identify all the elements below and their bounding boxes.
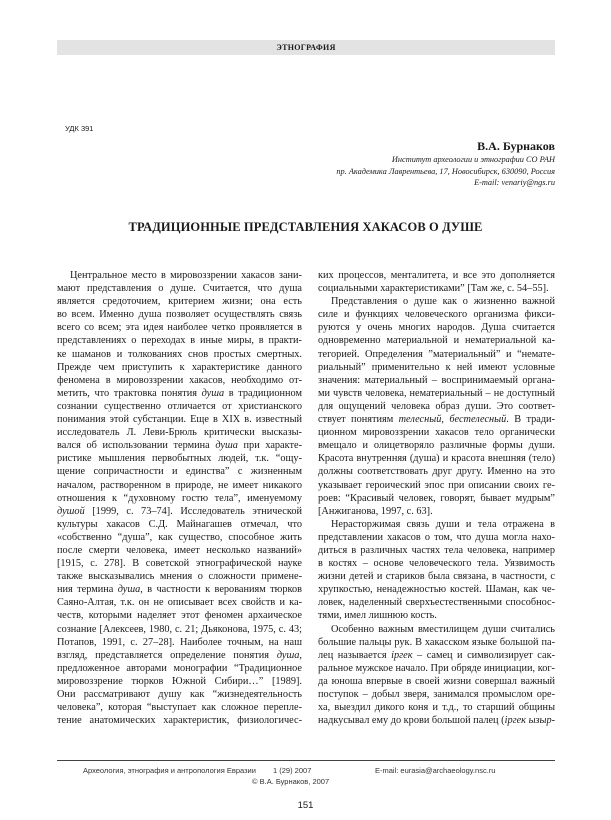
text-line: тегорией. Определения ”материальный” и “немате-: [318, 348, 555, 360]
text-line: Центральное место в мировоззрении хакасов зани-: [70, 270, 302, 281]
text-line: понимания этой субстанции. Еще в XIX в. известный: [57, 414, 302, 426]
text-line: вался об использовании термина душа при характе-: [57, 440, 302, 452]
author-address: пр. Академика Лаврентьева, 17, Новосибирск, 630090, Россия: [336, 166, 555, 176]
text-line: ционном мировоззрении хакасов тело органически: [318, 427, 555, 439]
text-line: мают представления о душе. Считается, что душа: [57, 283, 302, 295]
italic-term: іргек: [391, 649, 413, 661]
section-header: [57, 40, 555, 55]
text-line: культуры хакасов С.Д. Майнагашев отмечал, что: [57, 518, 302, 530]
text-line: вмещало и олицетворяло различные формы души.: [318, 440, 555, 452]
text-line: всего со всем; эта идея наиболее четко проявляется в: [57, 322, 302, 334]
text-line: руются у очень многих народов. Душа считается: [318, 322, 555, 334]
text-line: ловек, наделенный сверхъестественными способнос-: [318, 597, 555, 609]
text-line: роев: “Красивый человек, говорят, бывает мудрым”: [318, 492, 555, 504]
text-line: ствует понятиям телесный, бестелесный. В тради-: [318, 414, 555, 426]
footer-journal: Археология, этнография и антропология Евразии: [83, 766, 256, 775]
text-line: одновременно материальной и нематериальной ка-: [318, 335, 555, 347]
text-line: в костях – основе человеческого тела. Уязвимость: [318, 558, 555, 570]
text-line: метить, что трактовка понятия душа в традиционном: [57, 387, 302, 399]
text-line: значения: материальный – воспринимаемый органа-: [318, 374, 555, 386]
text-line: диться в различных частях тела человека, например: [318, 544, 555, 556]
italic-term: душой: [57, 505, 85, 517]
text-line: феномена в мировоззрении хакасов, необходимо от-: [57, 374, 302, 386]
text-line: ке шаманов и толкованиях снов простых смертных.: [57, 348, 302, 360]
text-line: щение сопричастности и единства” с жизненным: [57, 466, 302, 478]
text-line: должны соответствовать друг другу. Именно на это: [318, 466, 555, 478]
text-line: Они рассматривают душу как “жизнедеятельность: [57, 689, 302, 700]
text-line: представлении хакасов о том, что душа могла нахо-: [318, 531, 555, 543]
text-line: честв, которыми наделяет этот феномен архаическое: [57, 610, 302, 622]
text-line: после смерти человека, имеет несколько названий»: [57, 544, 302, 556]
italic-term: душа: [276, 649, 300, 661]
text-line: [1915, с. 278]. В советской этнографической науке: [57, 558, 302, 570]
footer-divider: [57, 760, 555, 761]
text-line: указывает героический эпос при описании своих ге-: [318, 479, 555, 491]
udk-code: УДК 391: [65, 124, 94, 133]
text-line: ких процессов, менталитета, и все это дополняется: [318, 270, 555, 281]
text-line: представлениях о переходах в иные миры, в практи-: [57, 335, 302, 347]
text-line: началом, растворенном в природе, не имеет никакого: [57, 479, 302, 491]
text-line: мировоззрение тюрков Южной Сибири…” [1989].: [57, 675, 302, 687]
text-line: ми чувств человека, нематериальный – не доступный: [318, 387, 555, 399]
author-email: E-mail: venariy@ngs.ru: [474, 178, 555, 187]
italic-term: душа: [201, 387, 225, 399]
italic-term: іргек ызыр-: [504, 715, 556, 727]
text-line: тение анатомических характеристик, физиологичес-: [57, 715, 302, 727]
text-line: человека”, которая “выступает как сложное перепле-: [57, 702, 302, 714]
author-institute: Институт археологии и этнографии СО РАН: [391, 155, 555, 164]
text-line: [Анжиганова, 1997, с. 63].: [318, 505, 433, 517]
text-line: силе и функциях человеческого организма фикси-: [318, 309, 555, 321]
section-title: ЭТНОГРАФИЯ: [276, 43, 336, 52]
italic-term: душа: [215, 440, 238, 452]
text-line: Потапов, 1991, с. 27–28]. Наиболее точным, на наш: [57, 636, 302, 648]
text-line: во всем. Именно душа позволяет осуществлять связь: [57, 309, 302, 321]
text-line: отношения к “духовному гостю тела”, именуемому: [57, 492, 302, 504]
text-line: ристике мышления первобытных людей, т.к. “ощу-: [57, 453, 302, 465]
text-line: сознание [Алексеев, 1980, с. 21; Дьяконова, 1975, с. 43;: [57, 623, 302, 635]
italic-term: телесный: [398, 414, 442, 426]
text-column-left: [57, 269, 302, 727]
text-line: хрупкостью, ненадежностью костей. Шаман, как че-: [318, 584, 555, 596]
text-line: также высказывались мнения о сложности примене-: [57, 571, 302, 583]
text-line: тями, имел лишнюю кость.: [318, 610, 437, 622]
text-line: душой [1999, с. 73–74]. Исследователь этнической: [57, 505, 302, 517]
text-line: риальный” применительно к ней имеют условные: [318, 361, 555, 373]
text-line: Саяно-Алтая, т.к. он не описывает всех свойств и ка-: [57, 597, 302, 609]
italic-term: бестелесный: [449, 414, 507, 426]
footer-email: E-mail: eurasia@archaeology.nsc.ru: [375, 766, 496, 775]
text-line: Представления о душе как о жизненно важной: [331, 296, 555, 308]
text-line: надкусывал ему до крови большой палец (іргек ызыр-: [318, 715, 556, 727]
text-line: «собственно “душа”, как существо, способное жить: [57, 531, 302, 543]
text-line: Нерасторжимая связь души и тела отражена в: [331, 518, 555, 530]
text-line: Красота внутренняя (душа) и красота внешняя (тело): [318, 453, 555, 465]
text-line: для ощущений человека образ души. Это соответ-: [318, 400, 555, 412]
text-line: социальными характеристиками” [Там же, с. 54–55].: [318, 283, 549, 295]
text-line: ральное мужское начало. При обряде инициации, ког-: [318, 662, 555, 674]
text-line: является средоточием, критерием жизни; она есть: [57, 296, 302, 308]
text-line: исследователь Л. Леви-Брюль критически высказы-: [57, 427, 302, 439]
article-title: ТРАДИЦИОННЫЕ ПРЕДСТАВЛЕНИЯ ХАКАСОВ О ДУШЕ: [128, 220, 483, 234]
footer-copyright: © В.А. Бурнаков, 2007: [252, 777, 330, 786]
text-line: предложенное авторами монографии “Традиционное: [57, 662, 302, 674]
text-line: ния термина душа, в частности к верованиям тюрков: [57, 584, 302, 596]
page-number: 151: [297, 800, 314, 811]
text-line: большие пальцы рук. В хакасском языке большой па-: [318, 636, 555, 648]
author-block: [336, 139, 555, 189]
footer-issue: 1 (29) 2007: [273, 766, 312, 775]
italic-term: душа: [117, 584, 141, 596]
text-line: лец называется іргек – самец и символизирует сак-: [318, 649, 555, 661]
text-column-right: [318, 269, 555, 727]
text-line: Особенно важным вместилищем души считались: [331, 623, 555, 635]
text-line: ха, выездил дикого коня и т.д., то старший общины: [318, 702, 555, 714]
text-line: Прежде чем приступить к характеристике данного: [57, 361, 302, 373]
text-line: сознании существенно отличается от христианского: [57, 400, 302, 412]
text-line: да юноша впервые в своей жизни совершал важный: [318, 675, 555, 687]
author-name: В.А. Бурнаков: [477, 139, 555, 153]
text-line: жизни детей и стариков была связана, в частности, с: [318, 571, 555, 583]
text-line: взгляд, представляется определение понятия душа,: [57, 649, 302, 661]
text-line: поступок – добыл зверя, занимался промыслом оре-: [318, 689, 555, 700]
